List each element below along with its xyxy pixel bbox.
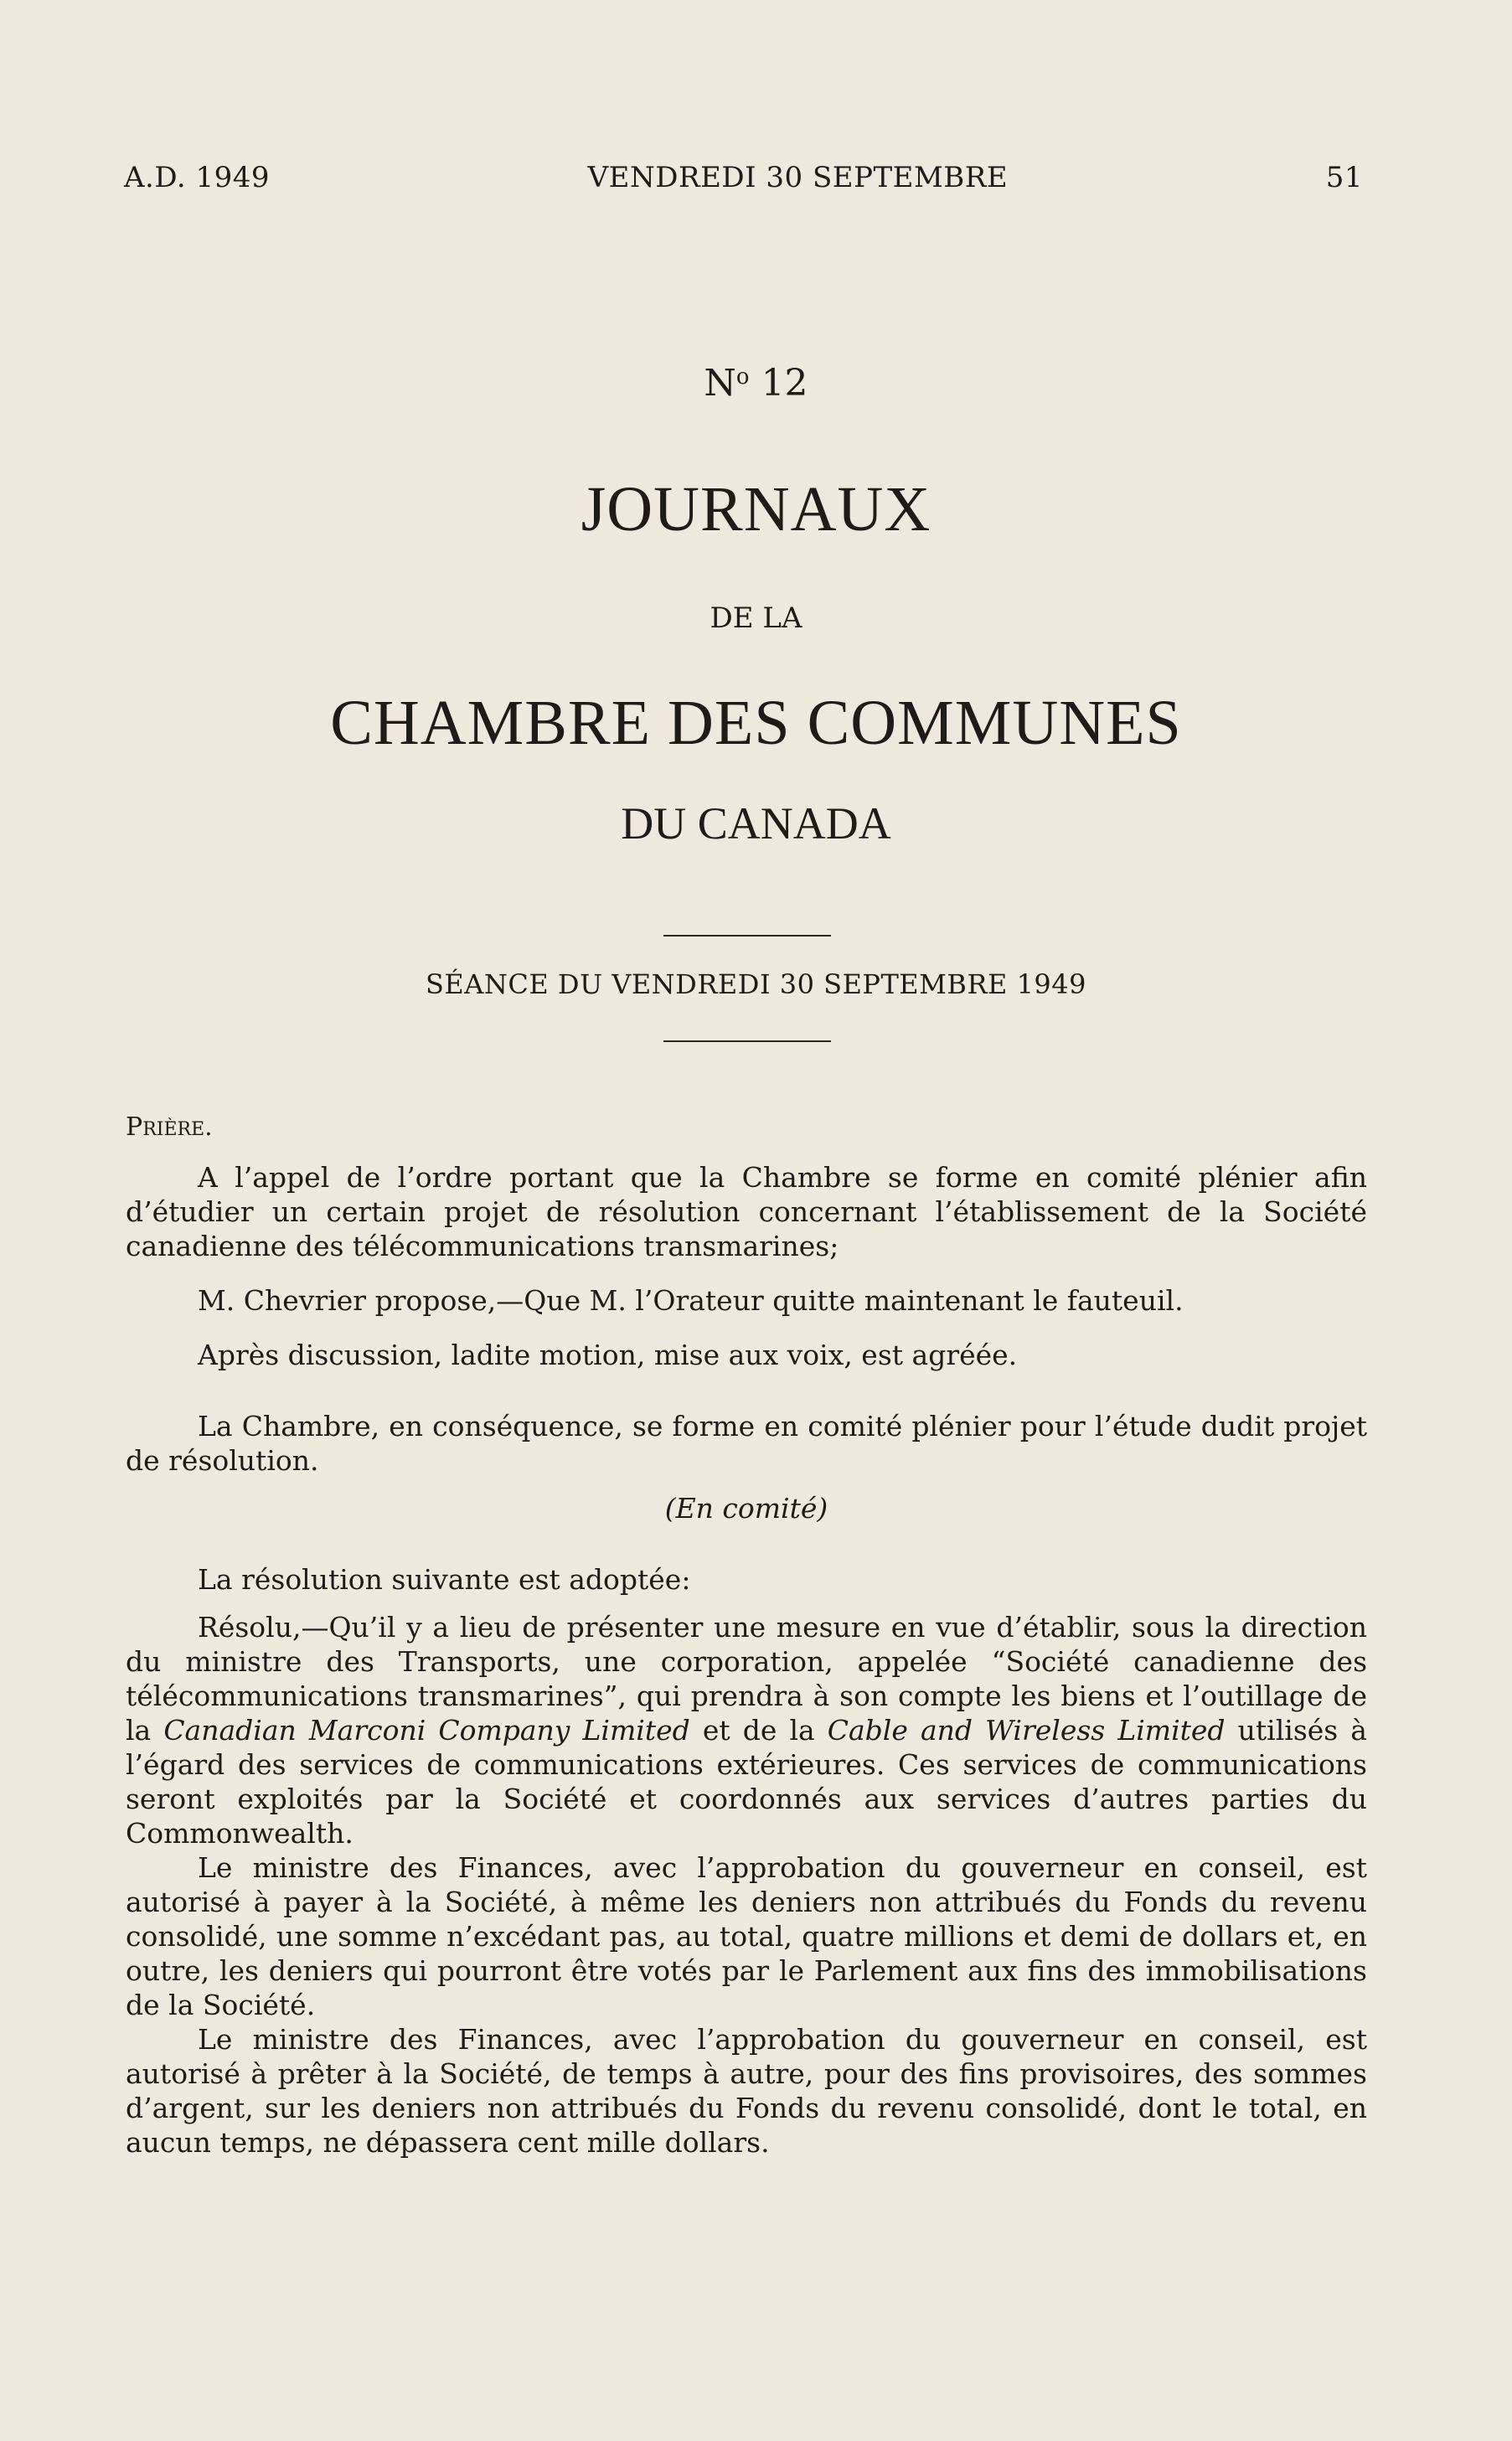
paragraph: Le ministre des Finances, avec l’approbation du gouverneur en conseil, est autorisé à prêter à la Société, de temps à autre, pour des fins provisoires, des sommes d’argent, sur les deniers non attribués du Fonds du revenu consolidé, dont le total, en aucun temps, ne dépassera cent mille dollars. [126,2023,1367,2159]
divider-rule [663,935,831,937]
in-committee-label: (En comité) [664,1492,828,1525]
paragraph: La résolution suivante est adoptée: [198,1563,691,1596]
paragraph: M. Chevrier propose,—Que M. l’Orateur quitte maintenant le fauteuil. [198,1284,1184,1317]
resolution-paragraph: Résolu,—Qu’il y a lieu de présenter une mesure en vue d’établir, sous la direction du ministre des Transports, une corporation, appelée “Société canadienne des télécommunications transmarines”, qui prendra à son compte les biens et l’outillage de la Canadian Marconi Company Limited et de la Cable and Wireless Limited utilisés à l’égard des services de communications extérieures. Ces services de communications seront exploités par la Société et coordonnés aux services d’autres parties du Commonwealth. [126,1611,1367,1850]
running-header [124,161,1363,194]
header-page-number: 51 [1325,161,1363,194]
paragraph: La Chambre, en conséquence, se forme en comité plénier pour l’étude dudit projet de résolution. [126,1410,1367,1477]
journal-subtitle-de-la: DE LA [710,601,802,635]
section-heading-priere: PRIÈRE. [126,1112,213,1142]
journal-body [126,1110,1367,2160]
header-date: VENDREDI 30 SEPTEMBRE [587,161,1009,194]
paragraph: A l’appel de l’ordre portant que la Chambre se forme en comité plénier afin d’étudier un certain projet de résolution concernant l’établissement de la Société canadienne des télécommunications transmarines; [126,1161,1367,1262]
issue-number: $N^o$ 12 [704,362,808,405]
paragraph: Le ministre des Finances, avec l’approbation du gouverneur en conseil, est autorisé à payer à la Société, à même les deniers non attribués du Fonds du revenu consolidé, une somme n’excédant pas, au total, quatre millions et demi de dollars et, en outre, les deniers qui pourront être votés par le Parlement aux fins des immobilisations de la Société. [126,1851,1367,2021]
header-year: A.D. 1949 [124,161,271,194]
chamber-name: CHAMBRE DES COMMUNES [330,688,1182,758]
paragraph: Après discussion, ladite motion, mise aux voix, est agréée. [198,1339,1018,1371]
journal-title: JOURNAUX [581,474,931,544]
sitting-date: SÉANCE DU VENDREDI 30 SEPTEMBRE 1949 [426,968,1086,1000]
country-name: DU CANADA [621,798,891,849]
divider-rule [663,1040,831,1042]
